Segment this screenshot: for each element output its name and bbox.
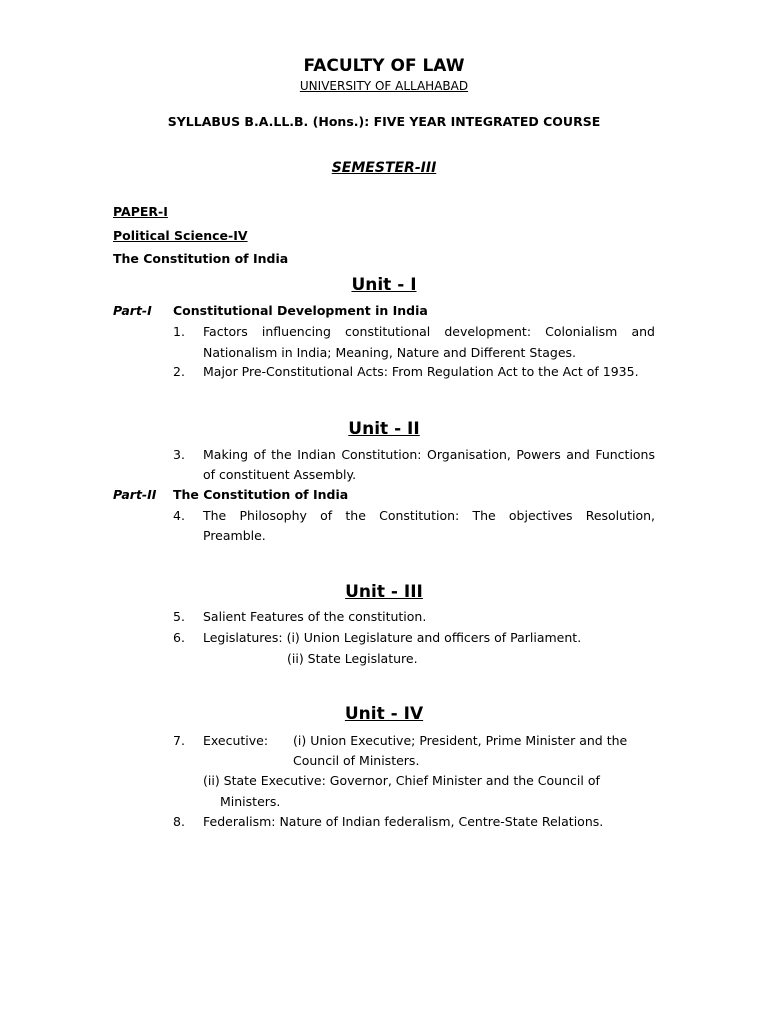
part-2-title: The Constitution of India [173,487,349,502]
unit-3-heading: Unit - III [345,582,423,602]
item-7-line-4: Ministers. [220,794,281,809]
item-6-number: 6. [173,630,185,645]
item-1-number: 1. [173,324,185,339]
syllabus-title: SYLLABUS B.A.LL.B. (Hons.): FIVE YEAR INTEGRATED COURSE [167,114,601,129]
university-name: UNIVERSITY OF ALLAHABAD [299,79,469,93]
item-7-number: 7. [173,733,185,748]
faculty-title: FACULTY OF LAW [303,56,465,76]
item-7-line-3: (ii) State Executive: Governor, Chief Minister and the Council of [203,773,600,788]
item-2-line-1: Major Pre-Constitutional Acts: From Regulation Act to the Act of 1935. [203,364,639,379]
item-7-line-2: Council of Ministers. [293,753,420,768]
item-1-line-2: Nationalism in India; Meaning, Nature and Different Stages. [203,345,576,360]
item-4-number: 4. [173,508,185,523]
item-5-number: 5. [173,609,185,624]
item-1-line-1: Factors influencing constitutional development: Colonialism and [203,324,655,339]
unit-1-heading: Unit - I [351,275,417,295]
item-4-line-2: Preamble. [203,528,266,543]
item-8-number: 8. [173,814,185,829]
unit-4-heading: Unit - IV [344,704,424,724]
part-2-label: Part-II [113,487,157,502]
part-1-title: Constitutional Development in India [173,303,428,318]
unit-2-heading: Unit - II [348,419,420,439]
part-1-label: Part-I [113,303,152,318]
item-2-number: 2. [173,364,185,379]
item-3-line-2: of constituent Assembly. [203,467,357,482]
item-3-number: 3. [173,447,185,462]
item-6-line-2: (ii) State Legislature. [287,651,418,666]
item-7-label: Executive: [203,733,269,748]
paper-title: The Constitution of India [113,251,289,266]
item-4-line-1: The Philosophy of the Constitution: The objectives Resolution, [203,508,655,523]
item-3-line-1: Making of the Indian Constitution: Organisation, Powers and Functions [203,447,655,462]
paper-number: PAPER-I [113,204,168,219]
item-5-line-1: Salient Features of the constitution. [203,609,427,624]
item-8-line-1: Federalism: Nature of Indian federalism, Centre-State Relations. [203,814,604,829]
paper-subject: Political Science-IV [113,228,248,243]
item-7-line-1: (i) Union Executive; President, Prime Minister and the [293,733,628,748]
item-6-line-1: Legislatures: (i) Union Legislature and officers of Parliament. [203,630,582,645]
semester-heading: SEMESTER-III [331,160,437,176]
